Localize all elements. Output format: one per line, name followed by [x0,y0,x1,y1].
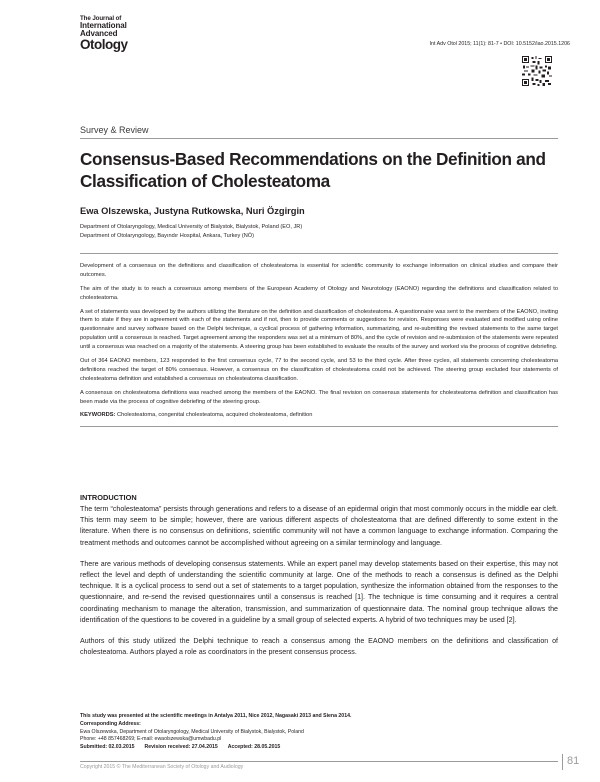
authors: Ewa Olszewska, Justyna Rutkowska, Nuri Özgirgin [80,206,305,216]
article-dates [80,744,558,752]
affiliation-2: Department of Otolaryngology, Bayındır Hospital, Ankara, Turkey (NÖ) [80,233,254,239]
logo-line-2: International [80,21,127,31]
footnote [80,713,558,752]
logo-line-1: The Journal of [80,15,122,22]
abstract-methods: A set of statements was developed by the authors utilizing the literature on the definition and classification of cholesteatoma. A questionnaire was sent to the members of the EAONO, inviting them to state if they are in agreement with each of the statements and if not, then to provide comments or suggestions for revision. Responses were evaluated and modified using online questionnaire and survey software based on the Delphi technique, a cyclical process of gathering information, summarizing, and re-submitting the revised statements to the same target population until a consensus is reached. Target agreement among the responders was set at a minimum of 80%, and the cycle of revision and re-submission of the statements were repeated until a consensus was reached on a majority of the statements. A steering group has been established to evaluate the results of the survey and worked via the process of cognitive debriefing. [80,308,558,351]
corresponding-contact: Phone: +48 857468269; E-mail: ewaolszewska@umwbadu.pl [80,736,222,743]
journal-logo [80,16,150,52]
article-body [80,493,558,668]
logo-line-4: Otology [80,37,128,53]
logo-line-3: Advanced [80,29,118,39]
keywords-text: Cholesteatoma, congenital cholesteatoma, acquired cholesteatoma, definition [116,412,313,419]
keywords-label: KEYWORDS: [80,412,116,419]
citation: Int Adv Otol 2015; 11(1): 81-7 • DOI: 10.5152/iao.2015.1206 [429,41,570,47]
page-number: 81 [567,755,580,767]
body-paragraph-1: The term “cholesteatoma” persists through generations and refers to a disease of an epidermal origin that most commonly occurs in the middle ear cleft. This term may seem to be simple; however, there are various different aspects of cholesteatoma that are defined differently to some extent in the literature. When there is no consensus on definitions, scientific community will not have a common language to exchange information. Comparing the treatment methods and outcomes cannot be accomplished without agreeing on a similar terminology and language. [80,505,558,547]
top-divider [80,138,558,139]
abstract-results: Out of 364 EAONO members, 123 responded to the first consensus cycle, 77 to the second cycle, and 53 to the third cycle. After three cycles, all statements concerning cholesteatoma definitions reached the target of 80% consensus. However, a consensus on the classification of cholesteatoma could not be achieved. The steering group excluded four statements of cholesteatoma definition and established a consensus on cholesteatoma classification. [80,358,558,382]
affiliation-1: Department of Otolaryngology, Medical University of Bialystok, Bialystok, Poland (EO, JR) [80,224,303,230]
body-paragraph-2: There are various methods of developing consensus statements. While an expert panel may develop statements based on their expertise, this may not reflect the level and depth of understanding the scientific community at large. One of the methods to reach a consensus is defined as the Delphi technique. It is a cyclical process to send out a set of statements to a target population, synthesize the information obtained from the responses to the questionnaire, and re-send the revised questionnaires until a consensus is reached [1]. The technique is time consuming and it requires a central coordinating mechanism to manage the alteration, transmission, and summarization of questionnaire data. The nominal group technique allows the identification of the questions to be covered in a guideline by a small group of selected experts. A hybrid of two techniques may be used [2]. [80,559,558,624]
section-label: Survey & Review [80,125,149,135]
keywords [80,411,558,420]
submitted-date: Submitted: 02.03.2015 [80,744,135,751]
abstract [80,253,558,427]
accepted-date: Accepted: 28.05.2015 [227,744,281,751]
presentation-note: This study was presented at the scientific meetings in Antalya 2011, Nice 2012, Nagasaki 2013 and Siena 2014. [80,713,352,719]
qr-code-icon[interactable] [522,56,552,86]
abstract-background: Development of a consensus on the definitions and classification of cholesteatoma is essential for scientific community to exchange information on clinical studies and compare their outcomes. [80,263,558,278]
page-number-divider [562,754,563,770]
corresponding-label: Corresponding Address: [80,720,141,727]
corresponding-address: Ewa Olszewska, Department of Otolaryngology, Medical University of Bialystok, Bialystok, Poland [80,728,304,735]
section-heading-introduction: INTRODUCTION [80,493,137,502]
abstract-objective: The aim of the study is to reach a consensus among members of the European Academy of Otology and Neurotology (EAONO) regarding the definitions and classification related to cholesteatoma. [80,285,558,301]
copyright: Copyright 2015 © The Mediterranean Society of Otology and Audiology [80,764,244,770]
abstract-conclusion: A consensus on cholesteatoma definitions was reached among the members of the EAONO. The final revision on consensus statements for cholesteatoma definition and classification has been made via the process of cognitive debriefing of the steering group. [80,389,558,405]
article-title: Consensus-Based Recommendations on the Definition and Classification of Cholesteatoma [80,149,546,191]
body-paragraph-3: Authors of this study utilized the Delphi technique to reach a consensus among the EAONO members on the definitions and classification of cholesteatoma. Authors played a role as coordinators in the present consensus process. [80,637,558,657]
revision-date: Revision received: 27.04.2015 [144,744,218,751]
bottom-divider [80,761,558,762]
